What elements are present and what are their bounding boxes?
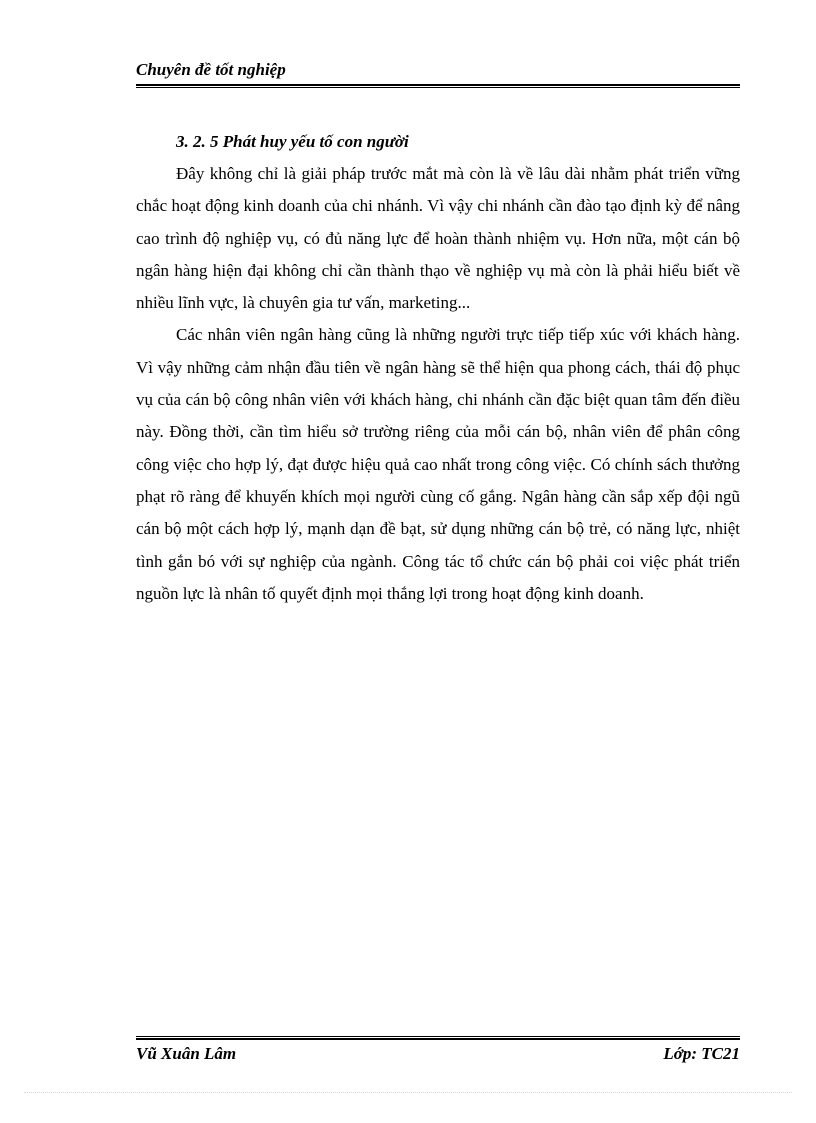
footer-rule [136, 1036, 740, 1040]
paragraph-1: Đây không chỉ là giải pháp trước mắt mà còn là về lâu dài nhằm phát triển vững chắc hoạt động kinh doanh của chi nhánh. Vì vậy chi nhánh cần đào tạo định kỳ để nâng cao trình độ nghiệp vụ, có đủ năng lực để hoàn thành nhiệm vụ. Hơn nữa, một cán bộ ngân hàng hiện đại không chỉ cần thành thạo về nghiệp vụ mà còn là phải hiểu biết về nhiều lĩnh vực, là chuyên gia tư vấn, marketing... [136, 164, 740, 313]
page-edge-divider [24, 1092, 792, 1093]
paragraph-2: Các nhân viên ngân hàng cũng là những người trực tiếp tiếp xúc với khách hàng. Vì vậy những cảm nhận đầu tiên về ngân hàng sẽ thể hiện qua phong cách, thái độ phục vụ của cán bộ công nhân viên với khách hàng, chi nhánh cần đặc biệt quan tâm đến điều này. Đồng thời, cần tìm hiểu sở trường riêng của mỗi cán bộ, nhân viên để phân công công việc cho hợp lý, đạt được hiệu quả cao nhất trong công việc. Có chính sách thưởng phạt rõ ràng để khuyến khích mọi người cùng cố gắng. Ngân hàng cần sắp xếp đội ngũ cán bộ một cách hợp lý, mạnh dạn đề bạt, sử dụng những cán bộ trẻ, có năng lực, nhiệt tình gắn bó với sự nghiệp của ngành. Công tác tổ chức cán bộ phải coi việc phát triển nguồn lực là nhân tố quyết định mọi thắng lợi trong hoạt động kinh doanh. [136, 325, 740, 603]
header-title: Chuyên đề tốt nghiệp [136, 60, 286, 79]
page-content [136, 126, 740, 610]
header-rule [136, 84, 740, 88]
page-footer [136, 1036, 740, 1066]
footer-author: Vũ Xuân Lâm [136, 1044, 237, 1063]
footer-class: Lớp: TC21 [663, 1044, 740, 1063]
footer-row [136, 1042, 740, 1066]
section-heading: 3. 2. 5 Phát huy yếu tố con người [176, 132, 409, 151]
page-header [136, 58, 740, 88]
